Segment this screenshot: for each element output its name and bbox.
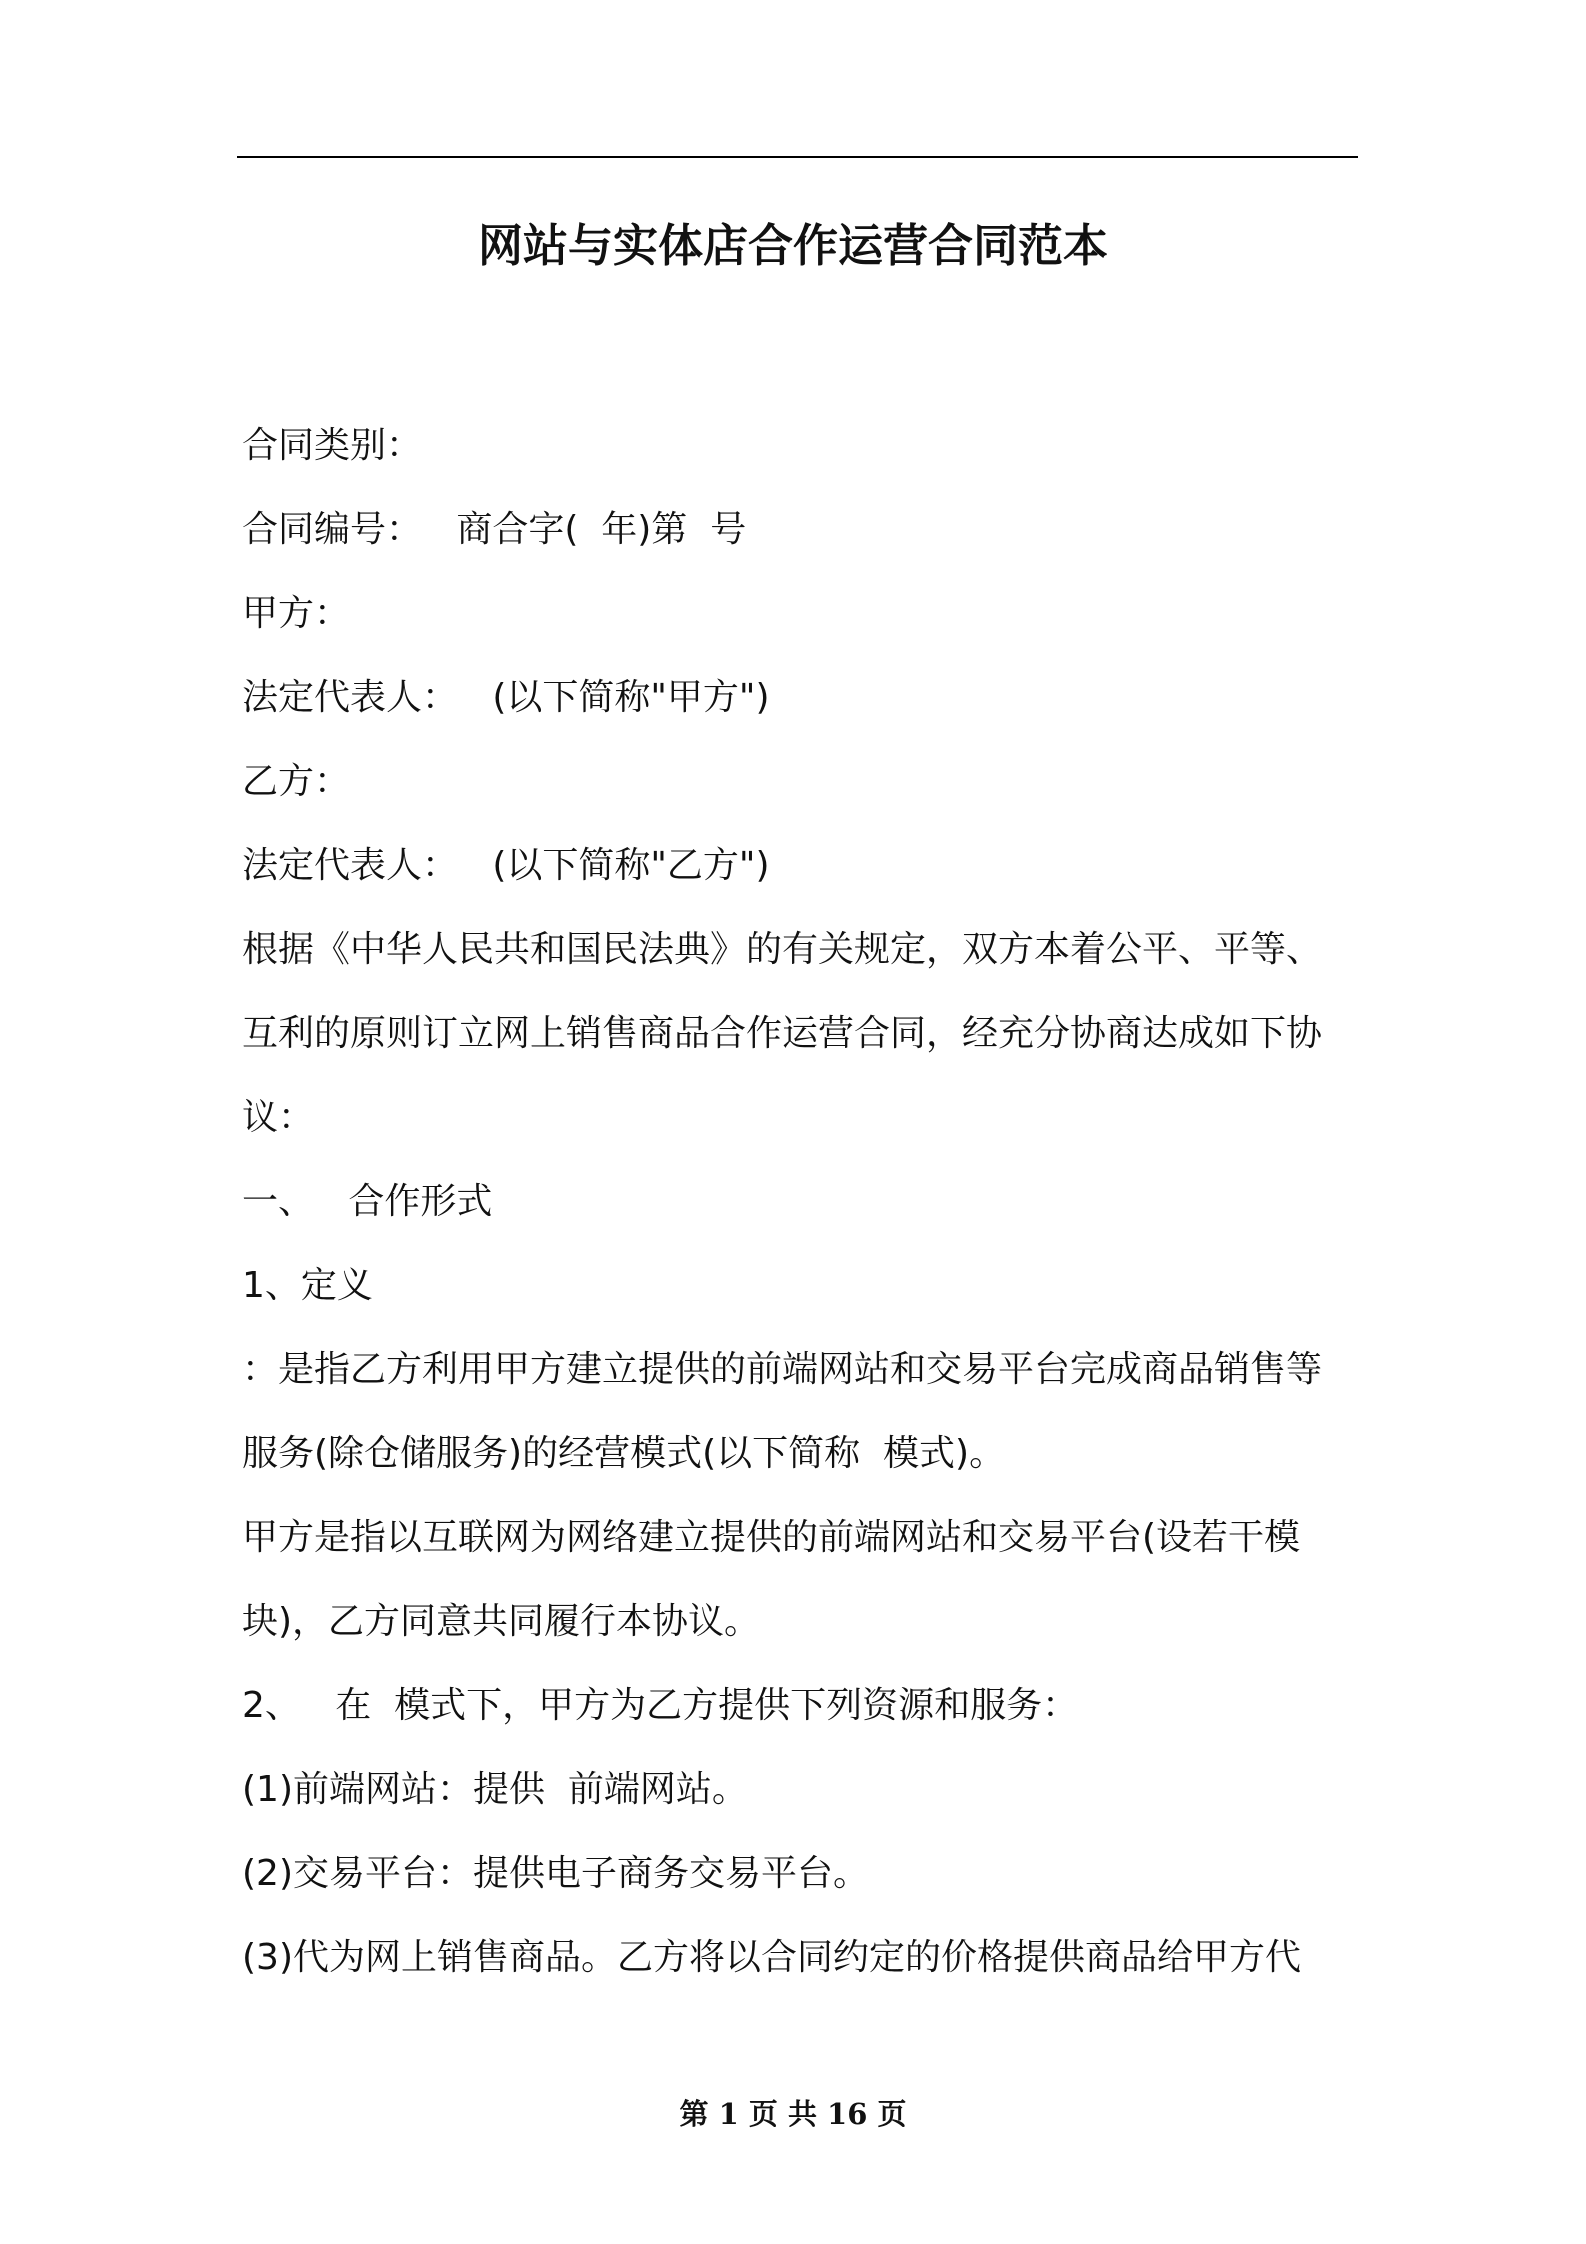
preamble-line: 互利的原则订立网上销售商品合作运营合同，经充分协商达成如下协: [242, 1013, 1323, 1054]
preamble-line: 根据《中华人民共和国民法典》的有关规定，双方本着公平、平等、: [242, 929, 1323, 970]
header-rule: [237, 156, 1358, 158]
page-footer: 第 1 页 共 16 页: [679, 2097, 907, 2131]
list-item: (1)前端网站：提供 前端网站。: [242, 1769, 748, 1810]
document-title: 网站与实体店合作运营合同范本: [477, 219, 1108, 272]
paragraph-line: 服务(除仓储服务)的经营模式(以下简称 模式)。: [242, 1433, 1006, 1474]
party-b-line: 乙方：: [242, 761, 351, 802]
party-b-representative-line: 法定代表人： (以下简称"乙方"): [242, 845, 770, 886]
party-a-line: 甲方：: [242, 593, 351, 634]
list-item: (3)代为网上销售商品。乙方将以合同约定的价格提供商品给甲方代: [242, 1937, 1301, 1978]
paragraph-line: 块)，乙方同意共同履行本协议。: [242, 1601, 761, 1642]
clause-heading: 1、定义: [242, 1265, 373, 1306]
list-item: (2)交易平台：提供电子商务交易平台。: [242, 1853, 869, 1894]
paragraph-line: 甲方是指以互联网为网络建立提供的前端网站和交易平台(设若干模: [242, 1517, 1301, 1558]
contract-number-line: 合同编号： 商合字( 年)第 号: [242, 509, 747, 550]
section-heading: 一、 合作形式: [242, 1181, 493, 1222]
contract-category-line: 合同类别：: [242, 425, 423, 466]
clause-heading: 2、 在 模式下，甲方为乙方提供下列资源和服务：: [242, 1685, 1079, 1726]
preamble-line: 议：: [242, 1097, 315, 1138]
party-a-representative-line: 法定代表人： (以下简称"甲方"): [242, 677, 770, 718]
paragraph-line: ：是指乙方利用甲方建立提供的前端网站和交易平台完成商品销售等: [242, 1349, 1323, 1390]
document-body: [242, 404, 1358, 2000]
